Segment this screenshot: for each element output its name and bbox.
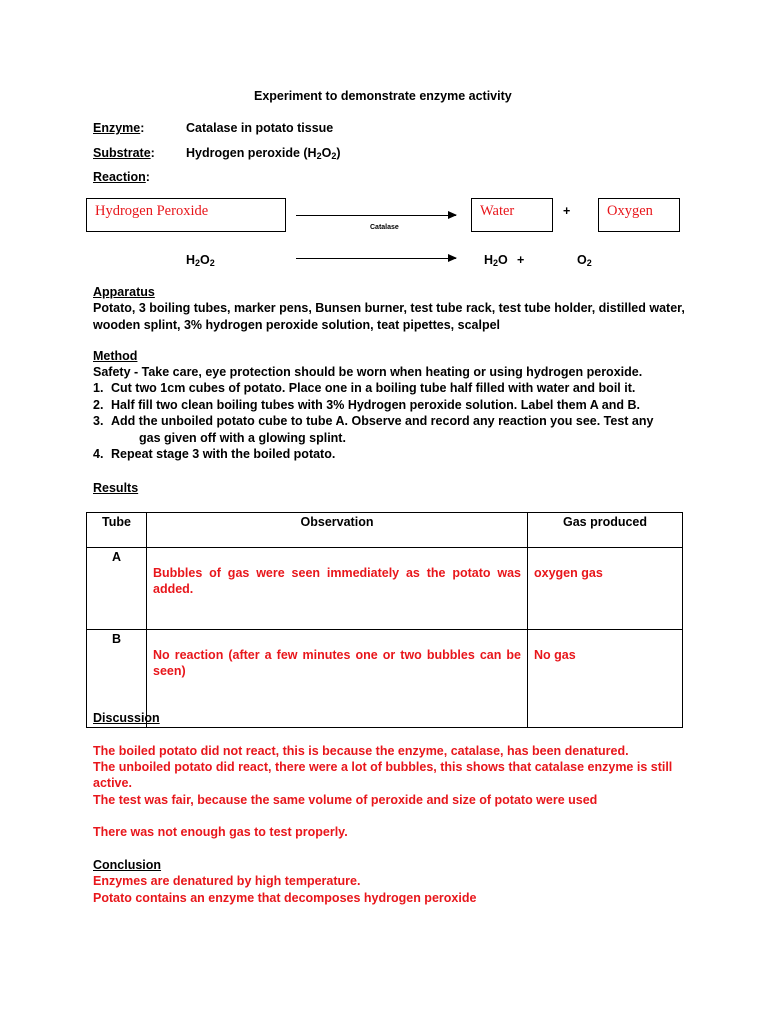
reaction-row: Reaction: — [93, 170, 150, 184]
method-heading: Method — [93, 349, 138, 363]
conclusion-heading: Conclusion — [93, 858, 162, 872]
substrate-row: Substrate: — [93, 146, 155, 160]
method-step: 2. Half fill two clean boiling tubes with 3% Hydrogen peroxide solution. Label them A and B. — [93, 397, 640, 412]
formula-product-oxygen: $O_2$ — [577, 253, 592, 268]
results-table — [86, 512, 683, 728]
substrate-value: Hydrogen peroxide $(H_2O_2)$ — [186, 146, 341, 161]
discussion-heading: Discussion — [93, 711, 160, 725]
reaction-arrow — [296, 215, 456, 216]
conclusion-line-1: Enzymes are denatured by high temperature. — [93, 874, 361, 888]
apparatus-heading: Apparatus — [93, 285, 155, 299]
formula-product-water: $H_2O$ — [484, 253, 508, 268]
method-steps — [93, 380, 693, 463]
reaction-plus: + — [563, 204, 571, 218]
discussion-line-2: The unboiled potato did react, there were a lot of bubbles, this shows that catalase enzyme is still — [93, 760, 673, 774]
enzyme-row: Enzyme: — [93, 121, 145, 135]
gas-cell: oxygen gas — [528, 548, 683, 630]
tube-cell: A — [87, 548, 147, 630]
apparatus-line-2: wooden splint, 3% hydrogen peroxide solution, teat pipettes, scalpel — [93, 318, 501, 332]
substrate-label: Substrate — [93, 146, 151, 160]
page-title: Experiment to demonstrate enzyme activity — [254, 89, 512, 103]
results-heading: Results — [93, 481, 139, 495]
tube-cell: B — [87, 630, 147, 728]
method-step: 1. Cut two 1cm cubes of potato. Place one in a boiling tube half filled with water and boil it. — [93, 381, 636, 395]
formula-reactant: $H_2O_2$ — [186, 253, 215, 268]
enzyme-value: Catalase in potato tissue — [186, 121, 334, 135]
column-header-tube: Tube — [87, 513, 147, 548]
formula-plus: + — [517, 253, 525, 267]
discussion-line-4: There was not enough gas to test properly. — [93, 825, 348, 839]
enzyme-label: Enzyme — [93, 121, 141, 135]
column-header-gas: Gas produced — [528, 513, 683, 548]
gas-cell: No gas — [528, 630, 683, 728]
column-header-observation: Observation — [147, 513, 528, 548]
observation-cell: Bubbles of gas were seen immediately as the potato was added. — [147, 548, 528, 630]
reactant-box: Hydrogen Peroxide — [86, 198, 286, 232]
table-header-row — [87, 513, 683, 548]
method-step: 4. Repeat stage 3 with the boiled potato. — [93, 447, 336, 461]
table-row — [87, 630, 683, 728]
conclusion-line-2: Potato contains an enzyme that decomposes hydrogen peroxide — [93, 891, 477, 905]
reaction-label: Reaction — [93, 170, 146, 184]
apparatus-line-1: Potato, 3 boiling tubes, marker pens, Bunsen burner, test tube rack, test tube holder, distilled water, — [93, 301, 685, 315]
product-water-box: Water — [471, 198, 553, 232]
discussion-line-3: The test was fair, because the same volume of peroxide and size of potato were used — [93, 793, 598, 807]
discussion-line-2-cont: active. — [93, 776, 132, 790]
method-step: 3. Add the unboiled potato cube to tube A. Observe and record any reaction you see. Test any gas given off with a glowing splint. — [93, 414, 654, 445]
product-oxygen-box: Oxygen — [598, 198, 680, 232]
observation-cell: No reaction (after a few minutes one or two bubbles can be seen) — [147, 630, 528, 728]
table-row — [87, 548, 683, 630]
safety-note: Safety - Take care, eye protection should be worn when heating or using hydrogen peroxide. — [93, 365, 643, 379]
discussion-line-1: The boiled potato did not react, this is because the enzyme, catalase, has been denatured. — [93, 744, 629, 758]
catalyst-label: Catalase — [370, 224, 399, 231]
formula-arrow — [296, 258, 456, 259]
